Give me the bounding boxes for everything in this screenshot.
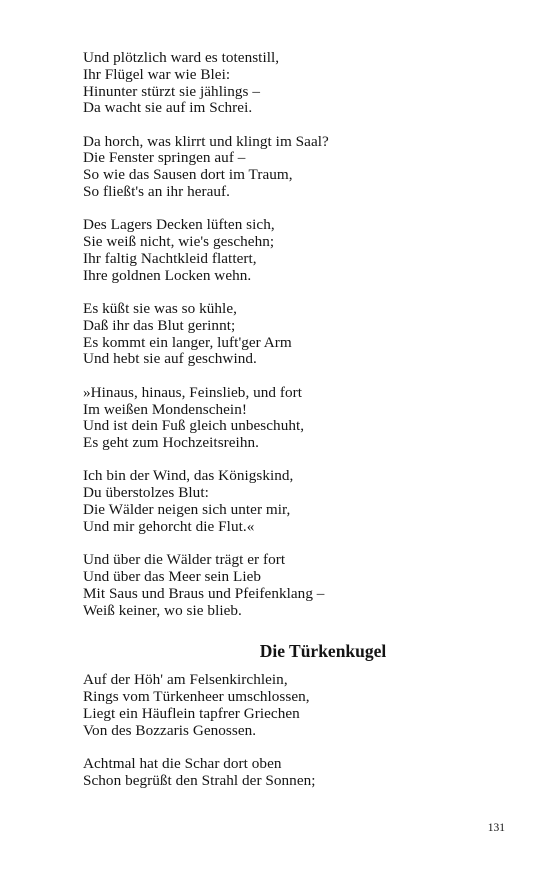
stanza [83,468,503,535]
verse-line: Weiß keiner, wo sie blieb. [83,601,242,619]
verse-line: Des Lagers Decken lüften sich, [83,216,275,234]
poem-title: Die Türkenkugel [259,641,387,662]
stanza [83,552,503,619]
verse-line: Du überstolzes Blut: [83,484,209,502]
verse-line: Ihr Flügel war wie Blei: [83,65,231,83]
page-text [83,50,503,806]
verse-line: »Hinaus, hinaus, Feinslieb, und fort [83,383,303,401]
verse-line: Und plötzlich ward es totenstill, [83,49,280,66]
verse-line: Und über die Wälder trägt er fort [83,551,286,569]
stanza [83,385,503,452]
verse-line: Ihre goldnen Locken wehn. [83,266,252,284]
verse-line: So wie das Sausen dort im Traum, [83,166,293,184]
verse-line: Da wacht sie auf im Schrei. [83,99,253,117]
verse-line: Von des Bozzaris Genossen. [83,721,257,739]
verse-line: Die Wälder neigen sich unter mir, [83,501,291,519]
verse-line: Liegt ein Häuflein tapfrer Griechen [83,704,300,722]
verse-line: Im weißen Mondenschein! [83,400,247,418]
verse-line: Und über das Meer sein Lieb [83,567,262,585]
stanza [83,756,503,790]
verse-line: Es kommt ein langer, luft'ger Arm [83,333,292,351]
verse-line: Die Fenster springen auf – [83,149,246,167]
verse-line: Achtmal hat die Schar dort oben [83,755,282,772]
verse-line: Mit Saus und Braus und Pfeifenklang – [83,584,325,602]
verse-line: Und ist dein Fuß gleich unbeschuht, [83,417,305,435]
verse-line: Ich bin der Wind, das Königskind, [83,467,294,485]
stanza [83,672,503,739]
verse-line: Auf der Höh' am Felsenkirchlein, [83,671,288,689]
verse-line: So fließt's an ihr herauf. [83,183,231,201]
verse-line: Und mir gehorcht die Flut.« [83,517,255,535]
stanza [83,134,503,201]
verse-line: Hinunter stürzt sie jählings – [83,82,260,100]
verse-line: Es geht zum Hochzeitsreihn. [83,434,259,452]
verse-line: Da horch, was klirrt und klingt im Saal? [83,132,329,150]
page-number: 131 [487,822,505,834]
verse-line: Und hebt sie auf geschwind. [83,350,257,368]
verse-line: Sie weiß nicht, wie's geschehn; [83,233,275,251]
stanza [83,301,503,368]
verse-line: Schon begrüßt den Strahl der Sonnen; [83,771,316,789]
stanza [83,217,503,284]
verse-line: Es küßt sie was so kühle, [83,300,237,318]
stanza [83,50,503,117]
verse-line: Rings vom Türkenheer umschlossen, [83,688,310,706]
verse-line: Daß ihr das Blut gerinnt; [83,316,236,334]
verse-line: Ihr faltig Nachtkleid flattert, [83,249,257,267]
